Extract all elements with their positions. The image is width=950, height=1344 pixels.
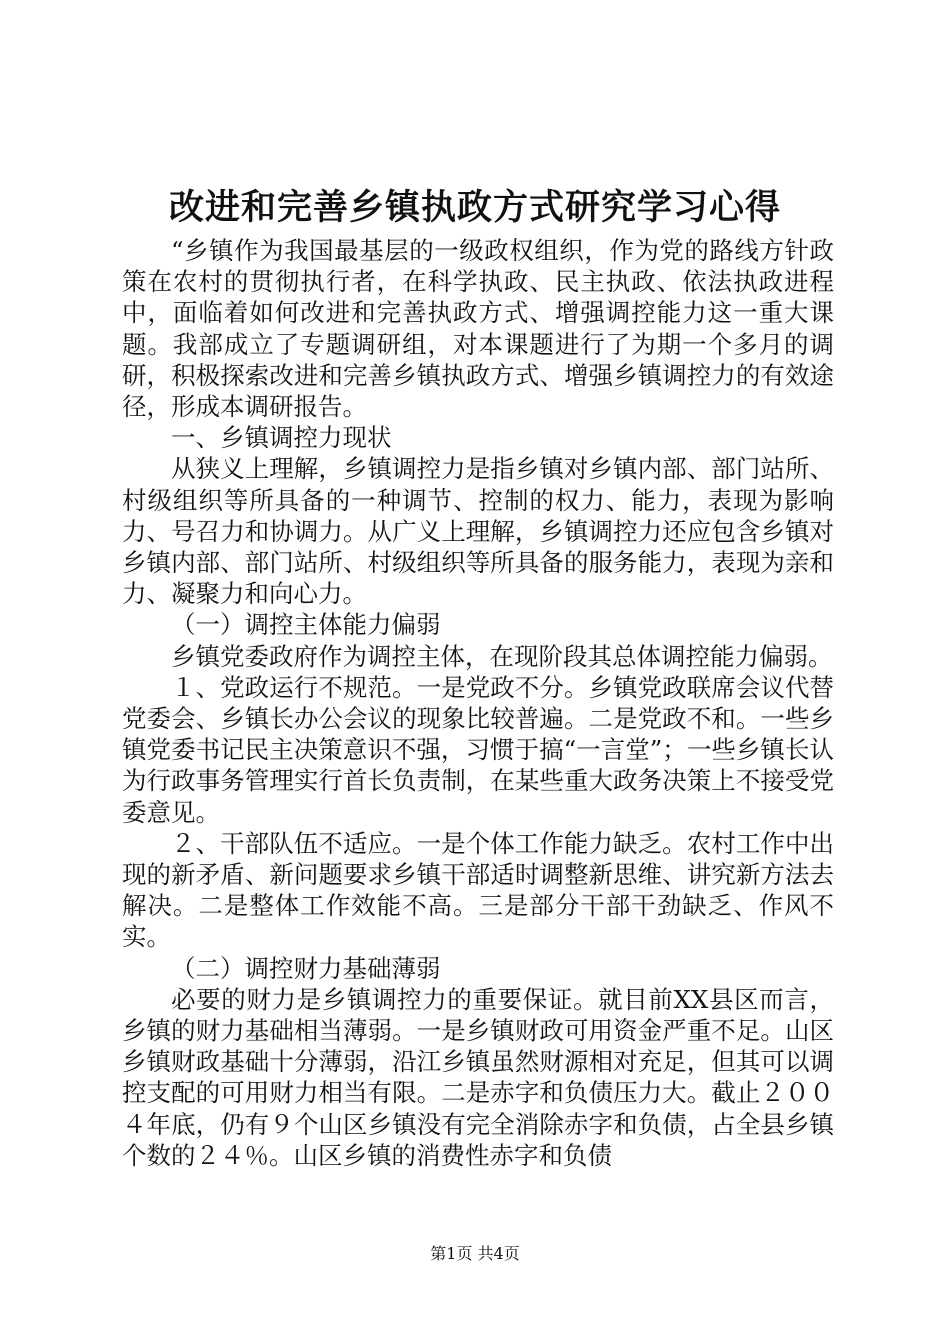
subsection-heading-1: （一）调控主体能力偏弱 — [171, 610, 441, 640]
subsection-heading-2: （二）调控财力基础薄弱 — [171, 953, 441, 983]
paragraph-item-2: ２、干部队伍不适应。一是个体工作能力缺乏。农村工作中出现的新矛盾、新问题要求乡镇干部适时调整新思维、讲究新方法去解决。二是整体工作效能不高。三是部分干部干劲缺乏、作风不实。 — [122, 828, 834, 952]
page-number: 第1页 共4页 — [430, 1244, 520, 1263]
paragraph-finance: 必要的财力是乡镇调控力的重要保证。就目前XX县区而言，乡镇的财力基础相当薄弱。一是乡镇财政可用资金严重不足。山区乡镇财政基础十分薄弱，沿江乡镇虽然财源相对充足，但其可以调控支配的可用财力相当有限。二是赤字和负债压力大。截止２００４年底，仍有９个山区乡镇没有完全消除赤字和负债，占全县乡镇个数的２４％。山区乡镇的消费性赤字和负债 — [122, 984, 834, 1170]
paragraph-item-1: １、党政运行不规范。一是党政不分。乡镇党政联席会议代替党委会、乡镇长办公会议的现象比较普遍。二是党政不和。一些乡镇党委书记民主决策意识不强，习惯于搞“一言堂”；一些乡镇长认为行政事务管理实行首长负责制，在某些重大政务决策上不接受党委意见。 — [122, 672, 834, 827]
section-heading-1: 一、乡镇调控力现状 — [171, 423, 392, 453]
document-title: 改进和完善乡镇执政方式研究学习心得 — [168, 187, 781, 228]
paragraph-definition: 从狭义上理解，乡镇调控力是指乡镇对乡镇内部、部门站所、村级组织等所具备的一种调节、控制的权力、能力，表现为影响力、号召力和协调力。从广义上理解，乡镇调控力还应包含乡镇对乡镇内部、部门站所、村级组织等所具备的服务能力，表现为亲和力、凝聚力和向心力。 — [122, 454, 834, 609]
paragraph-subject: 乡镇党委政府作为调控主体，在现阶段其总体调控能力偏弱。 — [171, 641, 833, 671]
paragraph-intro: “乡镇作为我国最基层的一级政权组织，作为党的路线方针政策在农村的贯彻执行者，在科学执政、民主执政、依法执政进程中，面临着如何改进和完善执政方式、增强调控能力这一重大课题。我部成立了专题调研组，对本课题进行了为期一个多月的调研，积极探索改进和完善乡镇执政方式、增强乡镇调控力的有效途径，形成本调研报告。 — [122, 236, 834, 422]
document-body — [122, 235, 834, 1171]
